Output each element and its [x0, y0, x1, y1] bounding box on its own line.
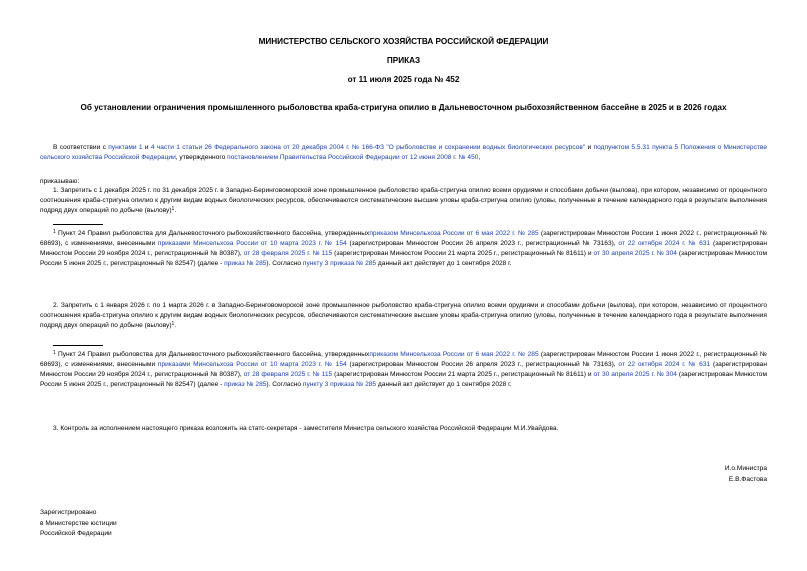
signatory-position: И.о.Министра: [724, 465, 767, 472]
fn1-text-5: (зарегистрирован Минюстом России 21 марта 2025 г., регистрационный № 81611) и: [332, 250, 594, 257]
fn1-text-4: (зарегистрирован Минюстом России 29 ноября 2024 г., регистрационный № 80387),: [40, 240, 767, 257]
registration-line-2: в Министерстве юстиции: [40, 519, 117, 527]
signatory-name: Е.В.Фастова: [728, 476, 767, 483]
fn2-link-order-631[interactable]: от 22 октября 2024 г. № 631: [618, 361, 711, 368]
fn2-link-order-154[interactable]: приказами Минсельхоза России от 10 марта 2023 г. № 154: [157, 361, 347, 368]
document-date-number: от 11 июля 2025 года № 452: [347, 75, 460, 84]
item-2-end: .: [174, 322, 177, 329]
item-2-text: 2. Запретить с 1 января 2026 г. по 1 марта 2026 г. в Западно-Беринговоморской зоне промышленное рыболовство краба-стригуна опилио всеми орудиями и способами добычи (вылова), при котором, независимо от процентного соотношения краба-стригуна опилио к другим видам водных биологических ресурсов, обеспечиваются систематические высшие уловы краба-стригуна опилио (уловы, полученные в течение календарного года в результате выполнения подряд двух операций по добыче (вылову): [40, 302, 767, 329]
link-government-resolution-450[interactable]: постановлением Правительства Российской Федерации от 12 июня 2008 г. № 450: [227, 154, 479, 161]
fn2-text-8: данный акт действует до 1 сентября 2028 г.: [376, 381, 512, 388]
footnote-1: [40, 229, 767, 269]
fn2-text-5: (зарегистрирован Минюстом России 21 марта 2025 г., регистрационный № 81611) и: [332, 371, 594, 378]
preamble-text-5: ,: [478, 154, 481, 161]
preamble-text-2: и: [142, 144, 151, 151]
registration-line-1: Зарегистрировано: [40, 509, 97, 516]
fn1-link-order-154[interactable]: приказами Минсельхоза России от 10 марта 2023 г. № 154: [157, 240, 347, 247]
fn2-link-order-285-short[interactable]: приказ № 285: [224, 381, 267, 388]
preamble-text-1: В соответствии с: [53, 144, 109, 151]
fn2-text-4: (зарегистрирован Минюстом России 29 ноября 2024 г., регистрационный № 80387),: [40, 361, 767, 378]
fn1-link-point-3[interactable]: пункту 3 приказа № 285: [302, 260, 377, 267]
document-type: ПРИКАЗ: [386, 56, 421, 65]
footnote-separator-2: [53, 345, 103, 346]
fn1-text-7: ). Согласно: [266, 260, 303, 267]
footnote-mark-2: 1: [53, 350, 56, 356]
preamble-text-3: и: [585, 144, 594, 151]
fn1-link-order-304[interactable]: от 30 апреля 2025 г. № 304: [593, 250, 677, 257]
fn2-text-1: Пункт 24 Правил рыболовства для Дальневосточного рыбохозяйственного бассейна, утвержденных: [58, 351, 370, 358]
order-item-1: [40, 186, 767, 216]
footnote-separator-1: [53, 224, 103, 225]
fn1-link-order-115[interactable]: от 28 февраля 2025 г. № 115: [243, 250, 333, 257]
order-item-2: [40, 301, 767, 331]
registration-line-3: Российской Федерации: [40, 530, 112, 537]
fn1-link-order-285-short[interactable]: приказ № 285: [224, 260, 267, 267]
fn2-text-2: (зарегистрирован Минюстом России 1 июня 2022 г., регистрационный № 68693), с изменениями, внесенными: [40, 351, 767, 368]
footnote-mark-1: 1: [53, 229, 56, 235]
fn1-text-3: (зарегистрирован Минюстом России 26 апреля 2023 г., регистрационный № 73163),: [346, 240, 619, 247]
link-ministry-regulation[interactable]: подпунктом 5.5.31 пункта 5 Положения о Министерстве сельского хозяйства Российской Федерации: [40, 144, 767, 161]
fn2-link-order-115[interactable]: от 28 февраля 2025 г. № 115: [243, 371, 333, 378]
link-law-points[interactable]: пунктами 1: [108, 144, 143, 151]
fn1-link-order-285[interactable]: приказом Минсельхоза России от 6 мая 2022 г. № 285: [369, 230, 539, 237]
link-federal-law-166[interactable]: 4 части 1 статьи 26 Федерального закона от 20 декабря 2004 г. № 166-ФЗ "О рыболовстве и сохранении водных биологических ресурсов": [150, 144, 586, 151]
item-1-end: .: [174, 207, 177, 214]
fn1-link-order-631[interactable]: от 22 октября 2024 г. № 631: [618, 240, 711, 247]
footnote-ref-2[interactable]: 1: [171, 321, 175, 327]
document-title: Об установлении ограничения промышленного рыболовства краба-стригуна опилио в Дальневосточном рыбохозяйственном бассейне в 2025 и в 2026 годах: [80, 103, 727, 112]
footnote-ref-1[interactable]: 1: [171, 206, 175, 212]
registration-block: [40, 508, 117, 540]
fn2-text-6: (зарегистрирован Минюстом России 5 июня 2025 г., регистрационный № 82547) (далее -: [40, 371, 768, 388]
item-1-text: 1. Запретить с 1 декабря 2025 г. по 31 декабря 2025 г. в Западно-Беринговоморской зоне промышленное рыболовство краба-стригуна опилио всеми орудиями и способами добычи (вылова), при котором, независимо от процентного соотношения краба-стригуна опилио к другим видам водных биологических ресурсов, обеспечиваются систематические высшие уловы краба-стригуна опилио (уловы, полученные в течение календарного года в результате выполнения подряд двух операций по добыче (вылову): [40, 187, 767, 214]
fn1-text-6: (зарегистрирован Минюстом России 5 июня 2025 г., регистрационный № 82547) (далее -: [40, 250, 768, 267]
fn1-text-8: данный акт действует до 1 сентября 2028 г.: [376, 260, 512, 267]
fn2-link-order-304[interactable]: от 30 апреля 2025 г. № 304: [593, 371, 677, 378]
preamble-text-4: , утвержденного: [175, 154, 228, 161]
order-item-3: 3. Контроль за исполнением настоящего приказа возложить на статс-секретаря - заместителя Министра сельского хозяйства Российской Федерации М.И.Увайдова.: [53, 425, 559, 432]
fn2-link-point-3[interactable]: пункту 3 приказа № 285: [302, 381, 377, 388]
preamble: [40, 143, 767, 163]
ministry-name: МИНИСТЕРСТВО СЕЛЬСКОГО ХОЗЯЙСТВА РОССИЙСКОЙ ФЕДЕРАЦИИ: [258, 37, 549, 46]
footnote-2: [40, 350, 767, 390]
order-word: приказываю:: [40, 178, 80, 185]
fn2-link-order-285[interactable]: приказом Минсельхоза России от 6 мая 2022 г. № 285: [369, 351, 539, 358]
fn2-text-7: ). Согласно: [266, 381, 303, 388]
signature-block: [725, 463, 767, 485]
fn1-text-1: Пункт 24 Правил рыболовства для Дальневосточного рыбохозяйственного бассейна, утвержденных: [58, 230, 370, 237]
fn1-text-2: (зарегистрирован Минюстом России 1 июня 2022 г., регистрационный № 68693), с изменениями, внесенными: [40, 230, 767, 247]
fn2-text-3: (зарегистрирован Минюстом России 26 апреля 2023 г., регистрационный № 73163),: [346, 361, 619, 368]
